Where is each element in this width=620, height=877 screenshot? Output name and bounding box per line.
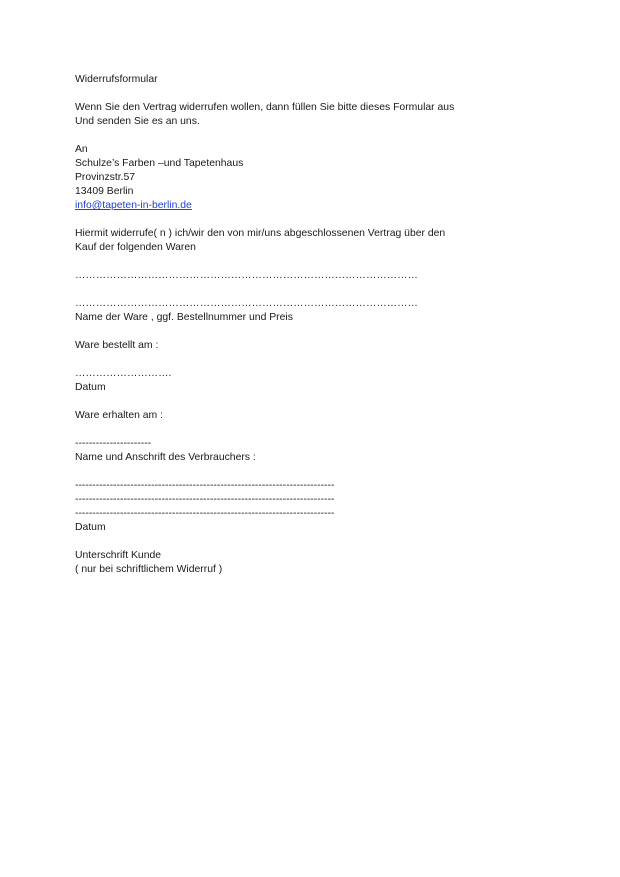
goods-caption: Name der Ware , ggf. Bestellnummer und Preis [75, 312, 293, 323]
consumer-date-caption: Datum [75, 522, 106, 533]
consumer-fill-line-1: --------------------------------------------------------------------------- [75, 480, 335, 491]
spacer [75, 129, 545, 143]
ordered-date-fill-line: ………………………. [75, 368, 172, 379]
spacer [75, 255, 545, 269]
spacer [75, 325, 545, 339]
consumer-label: Name und Anschrift des Verbrauchers : [75, 452, 256, 463]
recipient-street: Provinzstr.57 [75, 172, 136, 183]
recipient-city: 13409 Berlin [75, 186, 134, 197]
declaration-line-1: Hiermit widerrufe( n ) ich/wir den von mir/uns abgeschlossenen Vertrag über den [75, 228, 446, 239]
consumer-fill-line-3: --------------------------------------------------------------------------- [75, 508, 335, 519]
recipient-email-line [75, 199, 545, 213]
spacer [75, 283, 545, 297]
spacer [75, 465, 545, 479]
spacer [75, 353, 545, 367]
intro-line-2: Und senden Sie es an uns. [75, 116, 200, 127]
form-title: Widerrufsformular [75, 74, 158, 85]
goods-fill-line-2: ……………………………………………………………………………………… [75, 298, 418, 309]
spacer [75, 395, 545, 409]
received-date-fill-line: ---------------------- [75, 438, 152, 449]
recipient-company: Schulze’s Farben –und Tapetenhaus [75, 158, 244, 169]
goods-fill-line-1: ……………………………………………………………………………………… [75, 270, 418, 281]
spacer [75, 423, 545, 437]
signature-note: ( nur bei schriftlichem Widerruf ) [75, 564, 223, 575]
ordered-label: Ware bestellt am : [75, 340, 159, 351]
consumer-fill-line-2: --------------------------------------------------------------------------- [75, 494, 335, 505]
spacer [75, 87, 545, 101]
signature-label: Unterschrift Kunde [75, 550, 162, 561]
intro-line-1: Wenn Sie den Vertrag widerrufen wollen, dann füllen Sie bitte dieses Formular aus [75, 102, 455, 113]
received-label: Ware erhalten am : [75, 410, 163, 421]
ordered-date-caption: Datum [75, 382, 106, 393]
recipient-to-label: An [75, 144, 88, 155]
spacer [75, 535, 545, 549]
spacer [75, 213, 545, 227]
recipient-address [75, 143, 545, 213]
withdrawal-form [75, 73, 545, 577]
declaration-line-2: Kauf der folgenden Waren [75, 242, 196, 253]
recipient-email-link[interactable]: info@tapeten-in-berlin.de [75, 200, 192, 211]
